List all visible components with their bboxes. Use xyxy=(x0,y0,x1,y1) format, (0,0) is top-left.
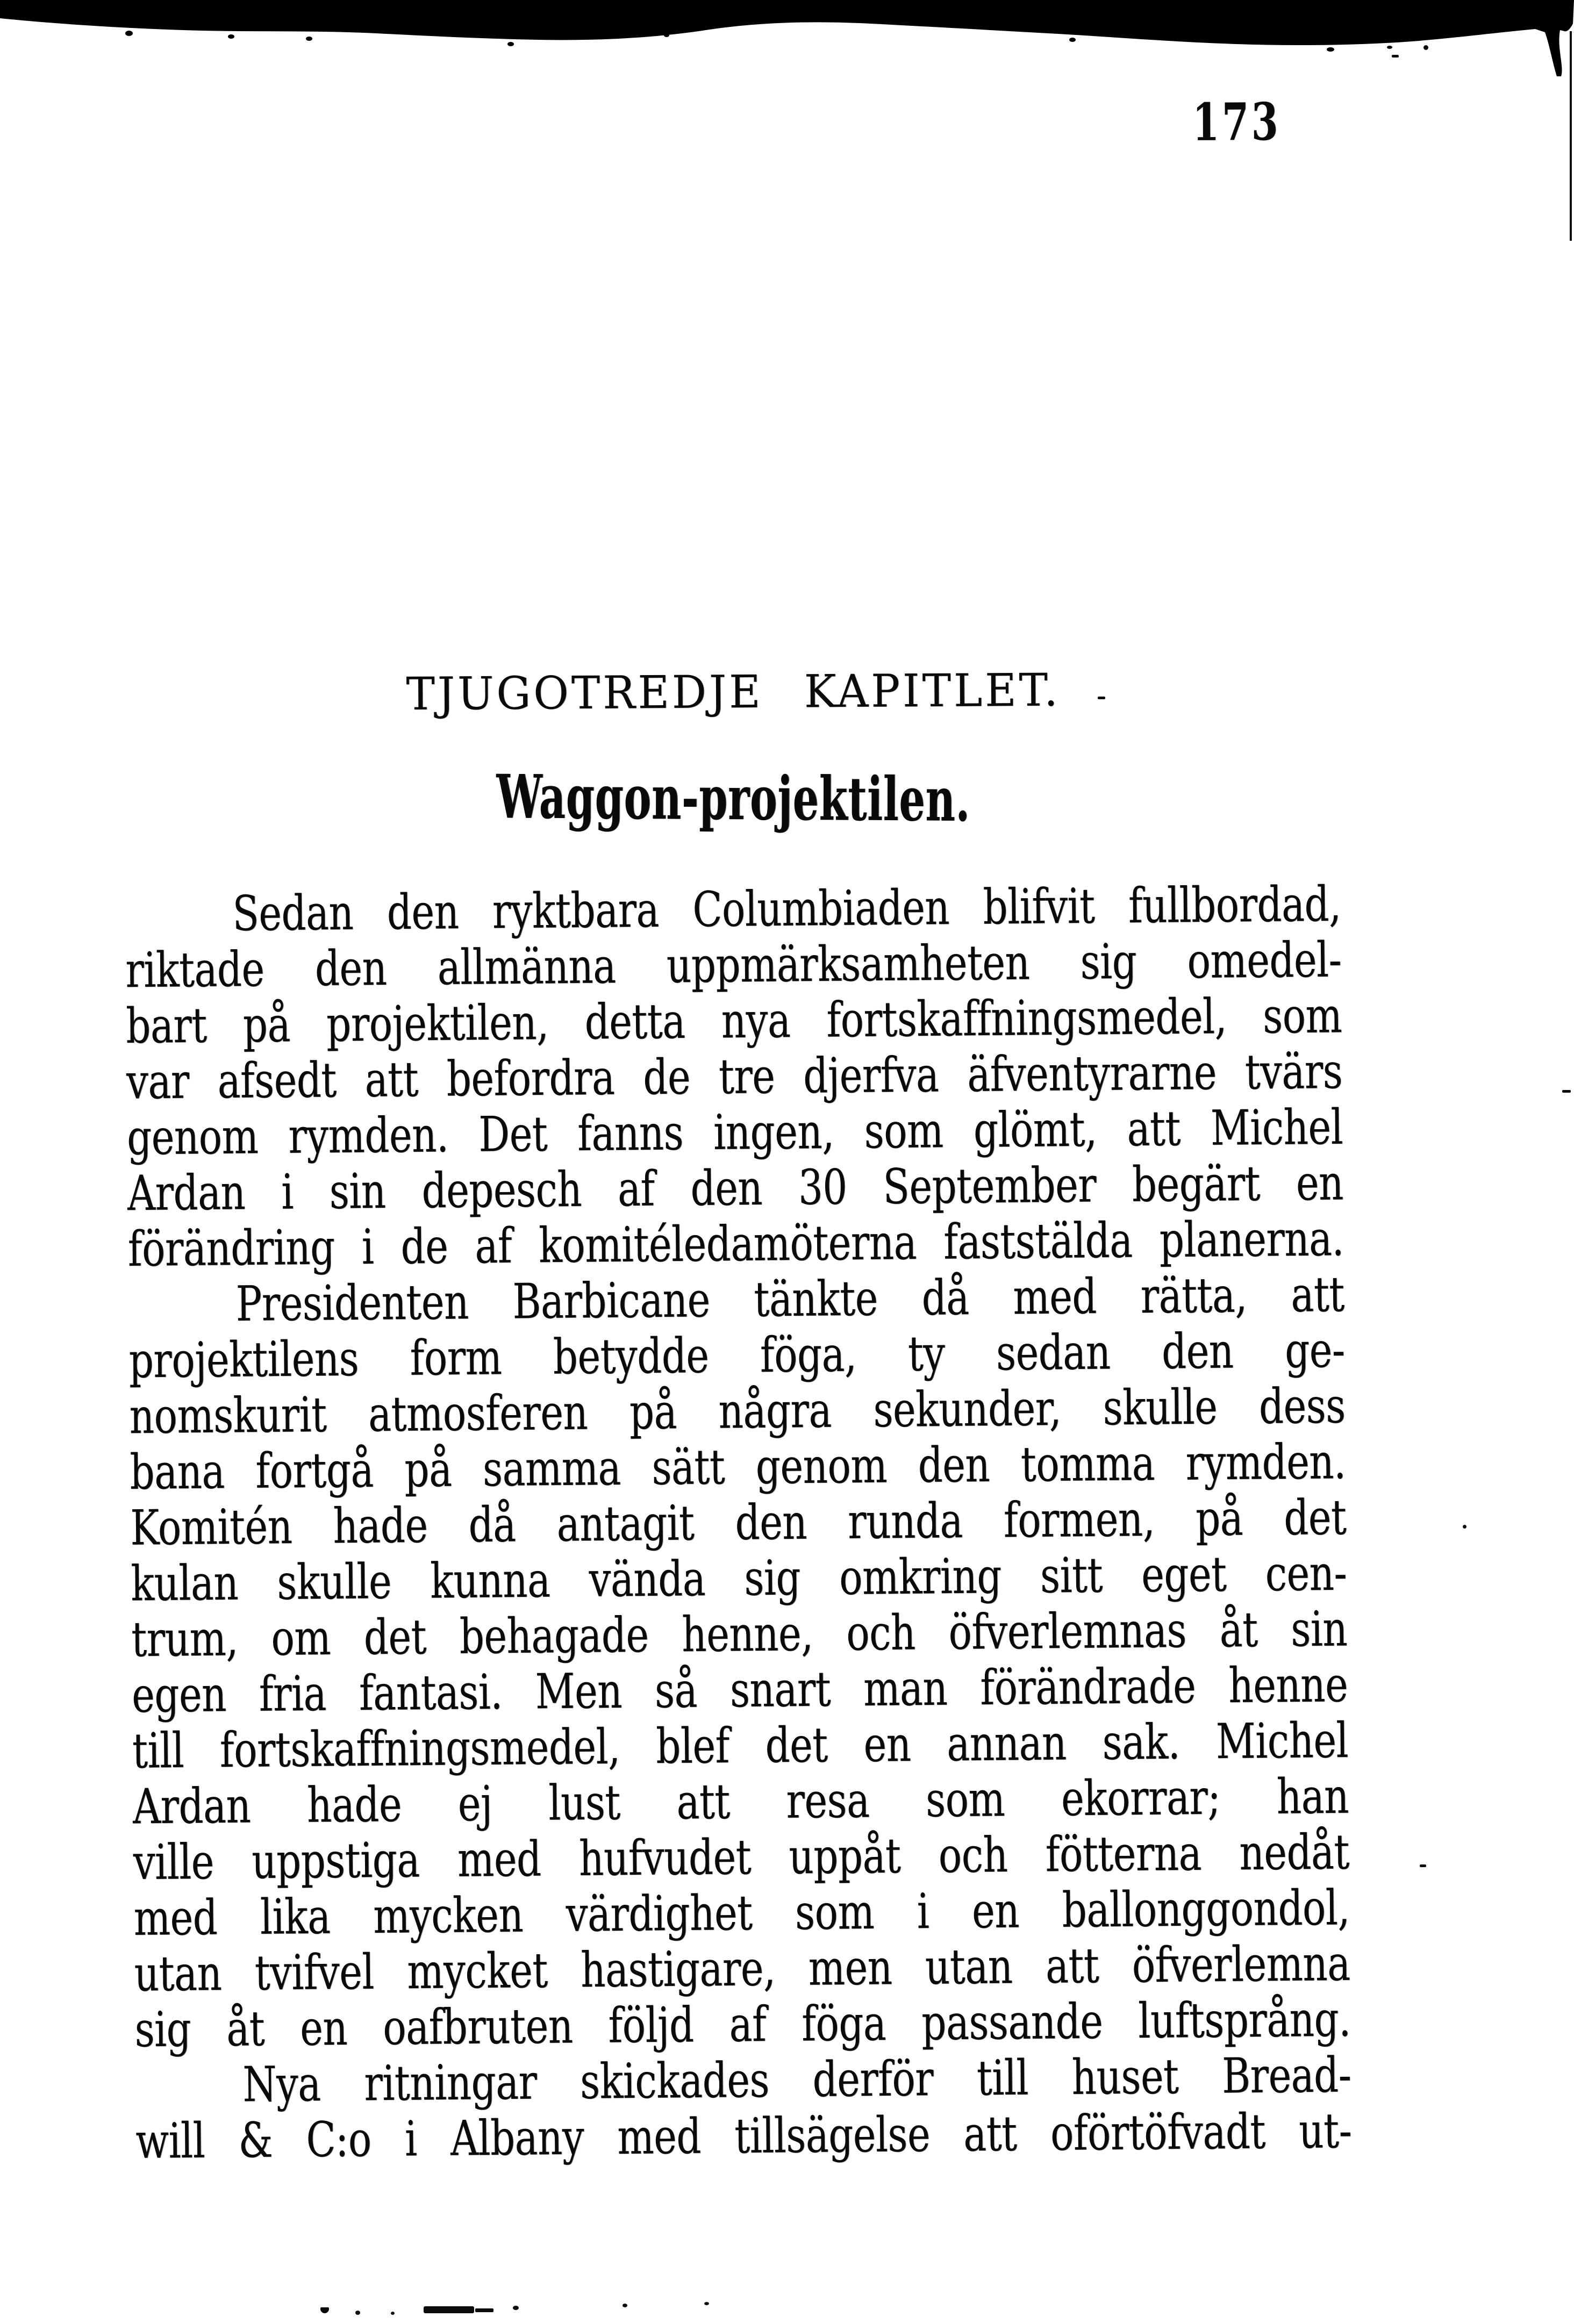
text-line: kulan skulle kunna vända sig omkring sitt eget cen- xyxy=(130,1544,1347,1612)
scan-speck xyxy=(1463,1525,1466,1529)
text-line: trum, om det behagade henne, och öfverlemnas åt sin xyxy=(131,1600,1348,1668)
scan-edge-band xyxy=(0,0,1574,247)
text-line: sig åt en oafbruten följd af föga passande luftsprång. xyxy=(134,1990,1351,2058)
text-line: bart på projektilen, detta nya fortskaffningsmedel, som xyxy=(125,987,1342,1055)
text-line: nomskurit atmosferen på några sekunder, skulle dess xyxy=(129,1377,1346,1445)
scan-speck xyxy=(1098,697,1105,699)
scan-speck xyxy=(391,2312,395,2315)
scan-speck xyxy=(1423,45,1428,50)
chapter-subtitle: Waggon-projektilen. xyxy=(496,761,970,835)
scan-speck xyxy=(623,2304,627,2307)
text-line: ville uppstiga med hufvudet uppåt och fötterna nedåt xyxy=(133,1823,1350,1891)
scan-speck xyxy=(320,2307,329,2313)
scan-speck xyxy=(475,2308,493,2312)
text-line: till fortskaffningsmedel, blef det en annan sak. Michel xyxy=(132,1712,1349,1779)
scan-speck xyxy=(1420,1864,1426,1867)
scan-speck xyxy=(355,2311,360,2315)
text-line: var afsedt att befordra de tre djerfva äfventyrarne tvärs xyxy=(126,1043,1343,1110)
chapter-subtitle-wrap xyxy=(126,763,1341,833)
text-line: Presidenten Barbicane tänkte då med rätta, att xyxy=(235,1266,1345,1332)
text-line: Komitén hade då antagit den runda formen, på det xyxy=(130,1489,1347,1556)
text-line: förändring i de af komitéledamöterna faststälda planerna. xyxy=(127,1210,1344,1278)
text-line: med lika mycken värdighet som i en ballonggondol, xyxy=(133,1879,1350,1947)
scan-speck xyxy=(1392,55,1399,58)
scan-speck xyxy=(424,2306,474,2313)
text-line: riktade den allmänna uppmärksamheten sig omedel- xyxy=(125,931,1342,999)
text-line: utan tvifvel mycket hastigare, men utan att öfverlemna xyxy=(134,1935,1351,2002)
scan-edge-line xyxy=(1570,31,1572,241)
text-line: bana fortgå på samma sätt genom den tomma rymden. xyxy=(130,1433,1346,1501)
text-line: genom rymden. Det fanns ingen, som glömt, att Michel xyxy=(126,1098,1343,1166)
text-line: egen fria fantasi. Men så snart man förändrade henne xyxy=(131,1656,1348,1724)
text-line: Sedan den ryktbara Columbiaden blifvit fullbordad, xyxy=(232,876,1341,942)
text-line: Ardan i sin depesch af den 30 September begärt en xyxy=(127,1154,1344,1222)
chapter-heading: TJUGOTREDJE KAPITLET. xyxy=(406,663,1061,721)
scan-speck xyxy=(1562,1090,1571,1093)
page-number: 173 xyxy=(1192,91,1281,153)
text-line: will & C:o i Albany med tillsägelse att oförtöfvadt ut- xyxy=(135,2102,1352,2170)
body-text xyxy=(125,876,1352,2169)
text-line: Nya ritningar skickades derför till huset Bread- xyxy=(242,2046,1351,2113)
text-line: Ardan hade ej lust att resa som ekorrar; han xyxy=(132,1767,1349,1835)
scan-speck xyxy=(704,2302,709,2305)
text-line: projektilens form betydde föga, ty sedan den ge- xyxy=(128,1321,1346,1389)
scan-speck xyxy=(513,2306,519,2310)
